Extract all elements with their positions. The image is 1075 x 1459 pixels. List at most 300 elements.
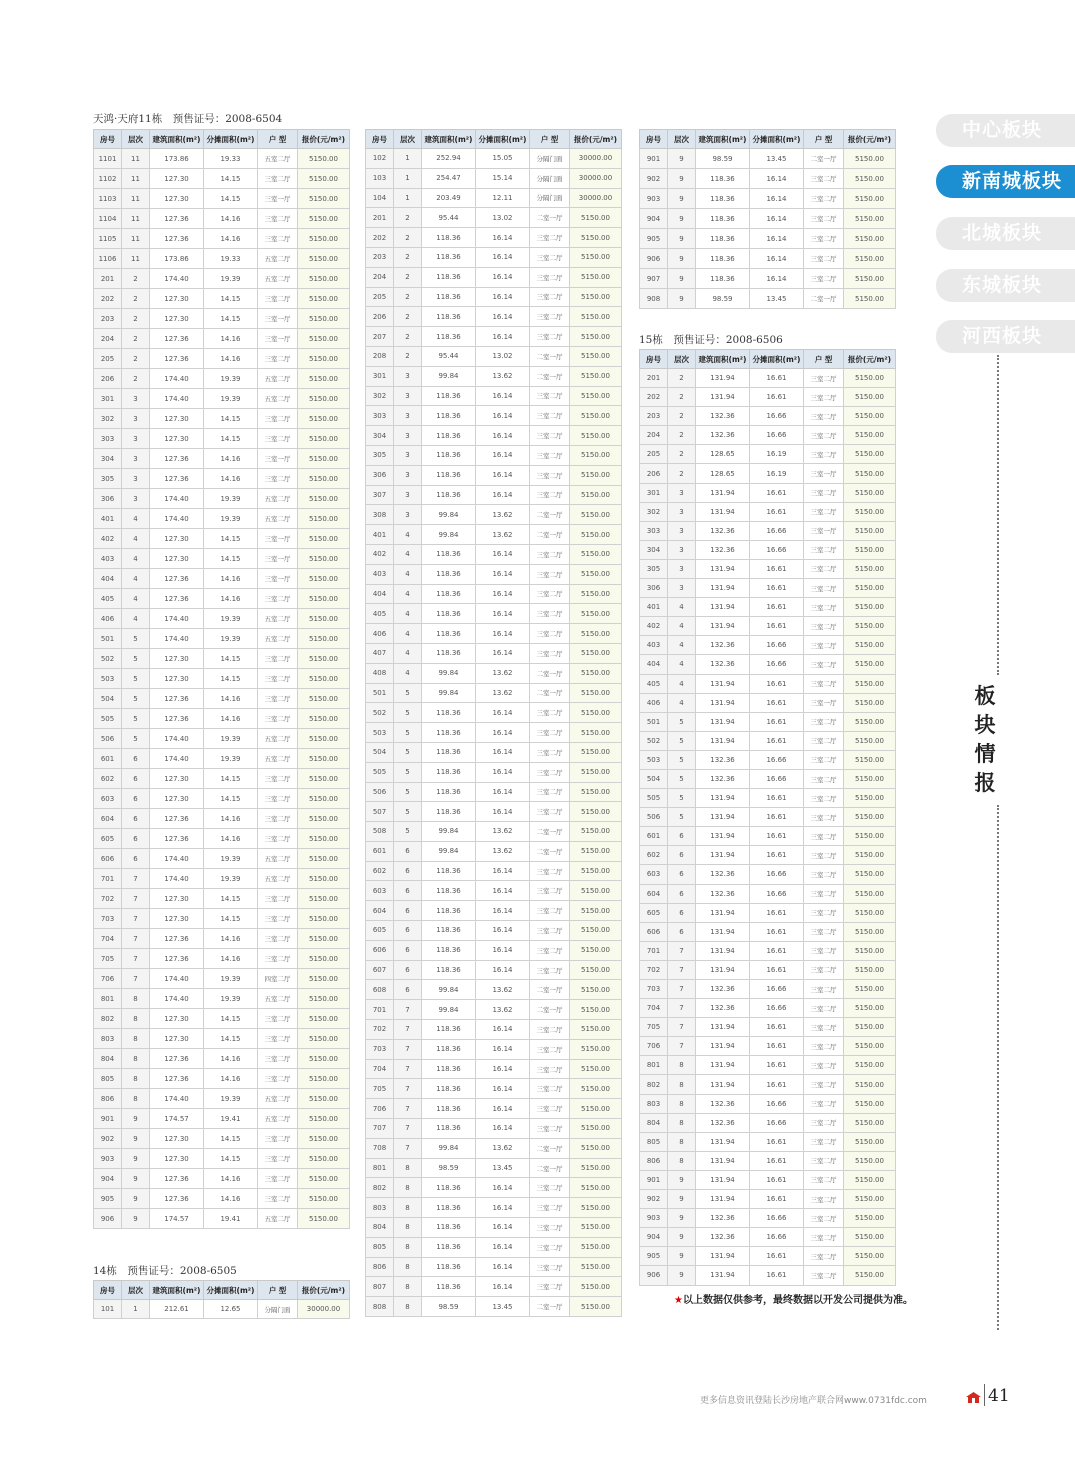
table-cell: 174.57 [150, 1209, 204, 1229]
table-cell: 6 [122, 789, 150, 809]
table-cell: 2 [668, 388, 696, 407]
table-cell: 118.36 [422, 1039, 476, 1059]
table-cell: 505 [94, 709, 122, 729]
table-row [366, 247, 622, 267]
table-cell: 99.84 [422, 505, 476, 525]
table-cell: 16.66 [750, 1113, 804, 1132]
table-cell: 203.49 [422, 188, 476, 208]
table-cell: 205 [640, 445, 668, 464]
table-cell: 127.30 [150, 549, 204, 569]
table-cell: 1104 [94, 209, 122, 229]
table-cell: 13.45 [476, 1297, 530, 1317]
table-cell: 三室二厅 [804, 827, 844, 846]
table-row [366, 485, 622, 505]
table-cell: 15.14 [476, 168, 530, 188]
table-cell: 5150.00 [570, 624, 622, 644]
table-cell: 302 [640, 502, 668, 521]
column-header: 层次 [394, 130, 422, 149]
table-cell: 5150.00 [844, 1018, 896, 1037]
table-cell: 131.94 [696, 617, 750, 636]
table-cell: 602 [640, 846, 668, 865]
table-cell: 904 [640, 209, 668, 229]
table-cell: 118.36 [422, 723, 476, 743]
table-cell: 3 [394, 445, 422, 465]
table-cell: 三室二厅 [804, 1247, 844, 1266]
table-cell: 五室二厅 [258, 629, 298, 649]
table-row [366, 1218, 622, 1238]
table-cell: 11 [122, 169, 150, 189]
table-cell: 5150.00 [298, 389, 350, 409]
table-cell: 三室一厅 [258, 529, 298, 549]
table-cell: 二室一厅 [804, 149, 844, 169]
table-cell: 807 [366, 1277, 394, 1297]
table-cell: 三室二厅 [804, 1056, 844, 1075]
column-header: 报价(元/m²) [844, 130, 896, 149]
table-cell: 606 [94, 849, 122, 869]
table-cell: 5150.00 [570, 1237, 622, 1257]
table-cell: 三室二厅 [804, 579, 844, 598]
table-cell: 三室二厅 [804, 941, 844, 960]
table-cell: 三室二厅 [804, 960, 844, 979]
table-row [94, 449, 350, 469]
table-cell: 3 [122, 409, 150, 429]
table-row [94, 149, 350, 169]
table-cell: 16.61 [750, 674, 804, 693]
table-cell: 五室二厅 [258, 489, 298, 509]
table-cell: 7 [668, 941, 696, 960]
table-row [640, 540, 896, 559]
table-cell: 127.36 [150, 1189, 204, 1209]
table-cell: 5150.00 [570, 247, 622, 267]
table-cell: 132.36 [696, 750, 750, 769]
table-cell: 118.36 [422, 762, 476, 782]
table-cell: 5150.00 [570, 683, 622, 703]
table-cell: 132.36 [696, 865, 750, 884]
table-cell: 5150.00 [844, 149, 896, 169]
table-cell: 三室二厅 [530, 643, 570, 663]
table-cell: 5 [668, 808, 696, 827]
table-cell: 118.36 [422, 1218, 476, 1238]
tab-new-south-district[interactable]: 新南城板块 [936, 165, 1075, 198]
table-cell: 五室二厅 [258, 1209, 298, 1229]
table-cell: 5 [668, 750, 696, 769]
table-cell: 13.62 [476, 505, 530, 525]
table-cell: 5150.00 [298, 869, 350, 889]
table-cell: 四室二厅 [258, 969, 298, 989]
table-cell: 16.14 [476, 1079, 530, 1099]
column-header: 分摊面积(m²) [204, 130, 258, 149]
table-cell: 604 [366, 901, 394, 921]
table-cell: 132.36 [696, 655, 750, 674]
table-cell: 三室二厅 [804, 1209, 844, 1228]
table-row [366, 307, 622, 327]
table-row [640, 149, 896, 169]
table-cell: 6 [668, 827, 696, 846]
table-cell: 三室二厅 [258, 469, 298, 489]
table-cell: 三室二厅 [258, 949, 298, 969]
table-cell: 906 [640, 1266, 668, 1285]
table-cell: 16.66 [750, 655, 804, 674]
table-cell: 16.61 [750, 559, 804, 578]
table-cell: 三室二厅 [530, 1277, 570, 1297]
table-cell: 131.94 [696, 369, 750, 388]
table-cell: 5150.00 [844, 426, 896, 445]
column-header: 建筑面积(m²) [422, 130, 476, 149]
star-icon: ★ [674, 1295, 683, 1306]
table-cell: 118.36 [422, 624, 476, 644]
table-cell: 5150.00 [298, 189, 350, 209]
table-row [366, 980, 622, 1000]
table-cell: 127.36 [150, 569, 204, 589]
table-cell: 5150.00 [570, 208, 622, 228]
table-cell: 5150.00 [844, 579, 896, 598]
table-cell: 三室二厅 [530, 287, 570, 307]
table-cell: 三室二厅 [804, 1113, 844, 1132]
table-cell: 五室二厅 [258, 1109, 298, 1129]
table-cell: 5150.00 [298, 1089, 350, 1109]
table-cell: 6 [394, 921, 422, 941]
table-row [94, 1029, 350, 1049]
table-row [366, 762, 622, 782]
table-cell: 174.40 [150, 509, 204, 529]
table-cell: 5150.00 [570, 346, 622, 366]
table-row [366, 624, 622, 644]
table-cell: 14.16 [204, 1049, 258, 1069]
tab-east-district[interactable]: 东城板块 [936, 269, 1075, 302]
table-cell: 118.36 [422, 327, 476, 347]
table-cell: 14.16 [204, 589, 258, 609]
table-cell: 7 [122, 929, 150, 949]
table-cell: 118.36 [422, 584, 476, 604]
table-cell: 9 [122, 1149, 150, 1169]
table-cell: 5150.00 [298, 429, 350, 449]
table-row [94, 549, 350, 569]
table-cell: 5150.00 [570, 228, 622, 248]
table-cell: 14.15 [204, 789, 258, 809]
table-cell: 3 [122, 469, 150, 489]
table-cell: 5150.00 [298, 1209, 350, 1229]
table-cell: 14.15 [204, 169, 258, 189]
table-cell: 3 [394, 505, 422, 525]
table-cell: 131.94 [696, 731, 750, 750]
table-cell: 14.15 [204, 769, 258, 789]
table-cell: 3 [394, 406, 422, 426]
table-cell: 4 [668, 636, 696, 655]
price-table-building-14 [365, 129, 622, 1317]
table-cell: 131.94 [696, 559, 750, 578]
table-cell: 二室一厅 [530, 841, 570, 861]
table-cell: 401 [640, 598, 668, 617]
table-cell: 5150.00 [570, 485, 622, 505]
divider-dotted-upper [997, 355, 999, 675]
table-cell: 5150.00 [844, 999, 896, 1018]
table-cell: 804 [640, 1113, 668, 1132]
table-cell: 14.15 [204, 1149, 258, 1169]
table-cell: 131.94 [696, 941, 750, 960]
table-cell: 8 [394, 1297, 422, 1317]
table-cell: 19.39 [204, 269, 258, 289]
table-cell: 三室二厅 [804, 769, 844, 788]
table-cell: 16.66 [750, 1209, 804, 1228]
table-cell: 11 [122, 229, 150, 249]
table-row [366, 544, 622, 564]
table-cell: 5 [122, 629, 150, 649]
table-cell: 三室二厅 [258, 1009, 298, 1029]
table-cell: 8 [394, 1257, 422, 1277]
table-cell: 14.16 [204, 709, 258, 729]
table-cell: 2 [394, 228, 422, 248]
table-cell: 三室二厅 [804, 598, 844, 617]
table-row [640, 1151, 896, 1170]
table-cell: 5150.00 [298, 989, 350, 1009]
table-row [366, 584, 622, 604]
table-cell: 803 [366, 1198, 394, 1218]
table-cell: 2 [122, 269, 150, 289]
table-cell: 705 [94, 949, 122, 969]
table-row [640, 445, 896, 464]
table-cell: 502 [94, 649, 122, 669]
table-cell: 402 [640, 617, 668, 636]
table-cell: 三室二厅 [804, 922, 844, 941]
table-row [366, 1178, 622, 1198]
table-row [640, 903, 896, 922]
table-cell: 501 [366, 683, 394, 703]
table-cell: 5 [394, 762, 422, 782]
table-cell: 99.84 [422, 525, 476, 545]
table-cell: 三室二厅 [258, 1129, 298, 1149]
table-cell: 174.57 [150, 1109, 204, 1129]
table-cell: 二室一厅 [530, 505, 570, 525]
table-cell: 5150.00 [570, 1000, 622, 1020]
table-cell: 208 [366, 346, 394, 366]
table-row [94, 429, 350, 449]
table-cell: 5150.00 [298, 509, 350, 529]
table-row [366, 208, 622, 228]
table-cell: 131.94 [696, 1037, 750, 1056]
table-cell: 16.61 [750, 1151, 804, 1170]
table-cell: 203 [640, 407, 668, 426]
table-cell: 602 [366, 861, 394, 881]
table-cell: 16.61 [750, 941, 804, 960]
table-row [366, 525, 622, 545]
table-row [640, 941, 896, 960]
table-cell: 5150.00 [570, 782, 622, 802]
table-row [366, 1237, 622, 1257]
table-cell: 三室二厅 [530, 901, 570, 921]
table-cell: 5150.00 [844, 1094, 896, 1113]
table-cell: 118.36 [696, 249, 750, 269]
table-cell: 16.14 [476, 624, 530, 644]
table-cell: 303 [366, 406, 394, 426]
table-cell: 174.40 [150, 989, 204, 1009]
table-cell: 5150.00 [844, 827, 896, 846]
table-cell: 5150.00 [298, 269, 350, 289]
table-cell: 9 [668, 1247, 696, 1266]
table-cell: 174.40 [150, 749, 204, 769]
table-cell: 14.15 [204, 289, 258, 309]
table-cell: 5150.00 [298, 1029, 350, 1049]
table-cell: 908 [640, 289, 668, 309]
table-cell: 5150.00 [844, 617, 896, 636]
table-cell: 7 [668, 1018, 696, 1037]
column-header: 分摊面积(m²) [750, 350, 804, 369]
table-cell: 131.94 [696, 1056, 750, 1075]
table-cell: 三室二厅 [804, 1037, 844, 1056]
table-cell: 207 [366, 327, 394, 347]
table-cell: 132.36 [696, 1094, 750, 1113]
table-cell: 5150.00 [298, 729, 350, 749]
table-cell: 16.14 [476, 228, 530, 248]
table-cell: 132.36 [696, 999, 750, 1018]
table-cell: 16.14 [476, 1119, 530, 1139]
table-cell: 132.36 [696, 426, 750, 445]
table-cell: 8 [394, 1158, 422, 1178]
table-row [94, 1069, 350, 1089]
table-cell: 305 [640, 559, 668, 578]
table-cell: 5150.00 [570, 1079, 622, 1099]
table-row [640, 598, 896, 617]
table-cell: 603 [640, 865, 668, 884]
table-cell: 5150.00 [570, 643, 622, 663]
table-cell: 1 [122, 1300, 150, 1319]
table-row [94, 329, 350, 349]
table-cell: 16.14 [476, 564, 530, 584]
table-row [366, 267, 622, 287]
table-cell: 三室二厅 [258, 429, 298, 449]
table-cell: 9 [668, 1170, 696, 1189]
table-cell: 173.86 [150, 149, 204, 169]
tab-central-district[interactable]: 中心板块 [936, 114, 1075, 147]
table-cell: 三室二厅 [258, 809, 298, 829]
page-number: 41 [988, 1386, 1010, 1406]
table-cell: 6 [668, 846, 696, 865]
table-cell: 174.40 [150, 969, 204, 989]
table-cell: 12.65 [204, 1300, 258, 1319]
table-cell: 14.15 [204, 549, 258, 569]
table-cell: 308 [366, 505, 394, 525]
table-cell: 902 [94, 1129, 122, 1149]
table-cell: 13.62 [476, 822, 530, 842]
table-cell: 504 [94, 689, 122, 709]
table-row [94, 229, 350, 249]
table-row [366, 643, 622, 663]
table-cell: 4 [394, 624, 422, 644]
table-cell: 16.14 [476, 742, 530, 762]
table-cell: 5150.00 [844, 655, 896, 674]
table-cell: 7 [394, 1119, 422, 1139]
table-cell: 16.14 [476, 643, 530, 663]
table-cell: 127.30 [150, 889, 204, 909]
table-cell: 16.14 [476, 1099, 530, 1119]
table-cell: 三室二厅 [258, 1169, 298, 1189]
table-cell: 16.61 [750, 502, 804, 521]
table-cell: 三室二厅 [258, 689, 298, 709]
table-cell: 704 [366, 1059, 394, 1079]
table-cell: 5150.00 [298, 1109, 350, 1129]
table-cell: 5150.00 [298, 609, 350, 629]
table-cell: 16.66 [750, 750, 804, 769]
table-cell: 707 [366, 1119, 394, 1139]
tab-north-district[interactable]: 北城板块 [936, 217, 1075, 250]
table-cell: 三室二厅 [258, 289, 298, 309]
table-cell: 13.62 [476, 980, 530, 1000]
table-cell: 三室二厅 [804, 1018, 844, 1037]
table-row [94, 669, 350, 689]
table-cell: 252.94 [422, 149, 476, 169]
table-cell: 118.36 [422, 564, 476, 584]
table-cell: 14.16 [204, 689, 258, 709]
table-cell: 三室二厅 [258, 829, 298, 849]
table-cell: 16.61 [750, 1266, 804, 1285]
table-cell: 三室二厅 [530, 1099, 570, 1119]
table-cell: 19.39 [204, 869, 258, 889]
table-cell: 8 [394, 1277, 422, 1297]
table-cell: 128.65 [696, 445, 750, 464]
table-cell: 3 [668, 559, 696, 578]
table-cell: 13.45 [750, 149, 804, 169]
table-cell: 1102 [94, 169, 122, 189]
table-row [366, 881, 622, 901]
table-cell: 5150.00 [844, 922, 896, 941]
table-cell: 701 [366, 1000, 394, 1020]
table-row [94, 489, 350, 509]
table-cell: 二室一厅 [804, 289, 844, 309]
table-cell: 16.66 [750, 521, 804, 540]
table-cell: 5150.00 [298, 929, 350, 949]
table-cell: 三室二厅 [530, 406, 570, 426]
table-cell: 三室二厅 [530, 940, 570, 960]
table-cell: 三室二厅 [804, 636, 844, 655]
table-cell: 9 [668, 209, 696, 229]
table-cell: 5150.00 [570, 1218, 622, 1238]
table-row [640, 1132, 896, 1151]
tab-hexi-district[interactable]: 河西板块 [936, 320, 1075, 353]
table-cell: 16.61 [750, 1190, 804, 1209]
table-cell: 16.66 [750, 540, 804, 559]
table-row [366, 445, 622, 465]
table-cell: 606 [366, 940, 394, 960]
table-cell: 7 [122, 869, 150, 889]
table-cell: 5 [122, 729, 150, 749]
table-cell: 5150.00 [844, 229, 896, 249]
table-cell: 16.14 [476, 544, 530, 564]
table-cell: 16.61 [750, 903, 804, 922]
table-cell: 5150.00 [570, 1020, 622, 1040]
table-cell: 19.39 [204, 389, 258, 409]
table-cell: 3 [122, 449, 150, 469]
table-cell: 118.36 [422, 465, 476, 485]
table-cell: 127.30 [150, 1149, 204, 1169]
table-cell: 三室二厅 [804, 655, 844, 674]
table-cell: 三室二厅 [530, 1059, 570, 1079]
table-cell: 19.39 [204, 369, 258, 389]
table-cell: 902 [640, 169, 668, 189]
table-cell: 三室二厅 [530, 1079, 570, 1099]
table-row [366, 426, 622, 446]
table-cell: 201 [366, 208, 394, 228]
table-cell: 802 [94, 1009, 122, 1029]
table-cell: 14.15 [204, 889, 258, 909]
table-row [640, 521, 896, 540]
table-cell: 808 [366, 1297, 394, 1317]
table-cell: 三室二厅 [530, 723, 570, 743]
table-cell: 三室二厅 [530, 327, 570, 347]
table-cell: 5150.00 [844, 369, 896, 388]
table-cell: 132.36 [696, 1228, 750, 1247]
table-cell: 三室二厅 [258, 349, 298, 369]
table-cell: 5150.00 [844, 1228, 896, 1247]
table-cell: 9 [668, 1190, 696, 1209]
